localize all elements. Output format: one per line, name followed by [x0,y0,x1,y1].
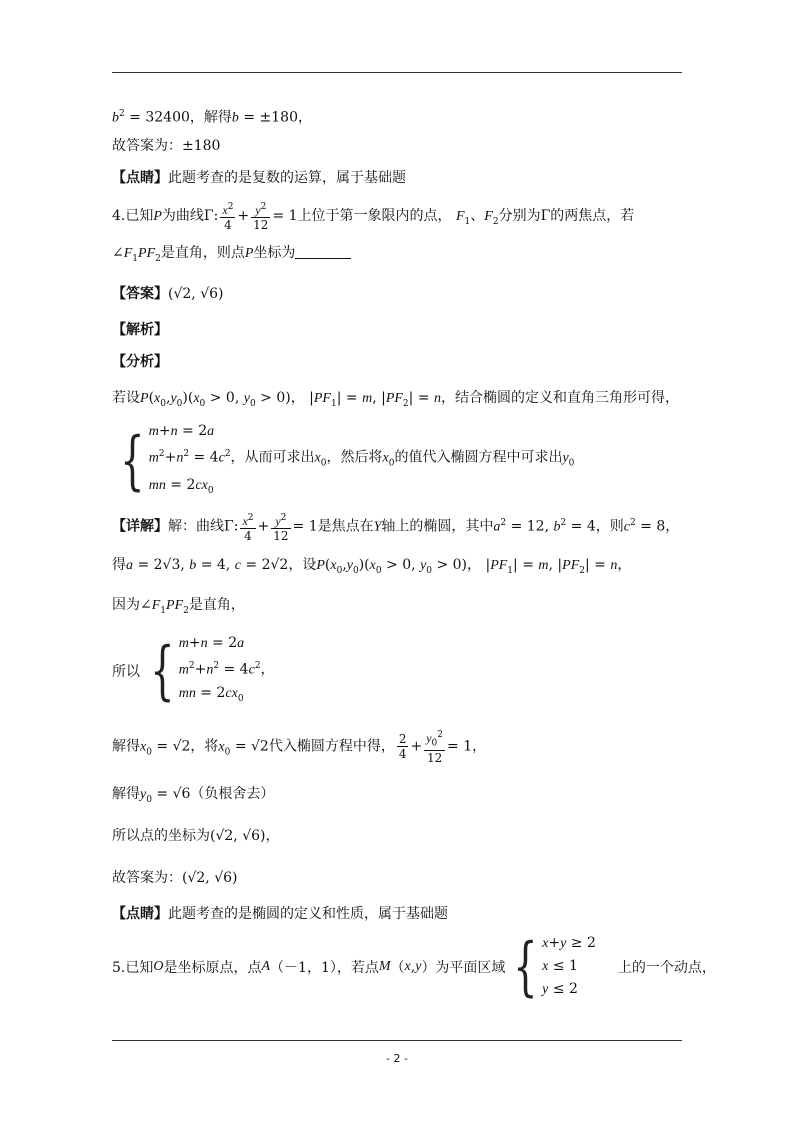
detail-line-2: 得a = 2√3, b = 4, c = 2√2，设$P(x_0,y_0)(x_0 > 0$, $y_0 > 0$)， $|PF_1| = m$, $|PF_2| = n$， [112,557,632,576]
fenxi-system: { m+n = 2a $m^2+n^2 = 4c^2$，从而可求出$x_0$，然后将$x_0$的值代入椭圆方程中可求出$y_0$ mn = $2cx_0$ [120,423,575,499]
comment-line: 【点睛】此题考查的是复数的运算，属于基础题 [112,170,406,186]
solve-x0-line: 解得$x_0 = √2$，将$x_0 = √2$代入椭圆方程中得， $\frac{2}{4}$ + $\frac{y_0^2}{12}$ = 1， [112,730,487,766]
text-line-1: $b^2 = 32400$，解得b = ±180， [112,109,312,126]
answer-line: 故答案为：±180 [112,138,221,154]
question-5: 5.已知 O 是坐标原点，点 A （－1，1），若点 M （ x , y ）为平面区域 { x+y ≥ 2 x ≤ 1 y ≤ 2 上的一个动点， [112,929,716,1004]
fenxi-heading: 【分析】 [112,354,168,370]
solve-y0-line: 解得$y_0 = √6$（负根舍去） [112,786,275,805]
detail-line-1: 【详解】解：曲线Γ: $\frac{x^2}{4}$ + $\frac{y^2}{12}$ = 1是焦点在Y轴上的椭圆，其中$a^2 = 12$, $b^2 = 4$，则$c^2 = 8$， [112,512,680,543]
detail-system: 所以 { m+n = 2a $m^2+n^2 = 4c^2$， mn = $2cx_0$ [112,633,275,708]
header-rule [112,72,682,73]
coordinate-line: 所以点的坐标为(√2, √6)， [112,828,280,844]
page-number: - 2 - [386,1052,408,1065]
detail-line-3: 因为$\angle F_1PF_2$是直角， [112,597,245,616]
answer-tag-line: 【答案】(√2, √6) [112,286,224,302]
analysis-heading: 【解析】 [112,322,168,338]
comment-line-2: 【点睛】此题考查的是椭圆的定义和性质，属于基础题 [112,906,448,922]
final-answer-line: 故答案为：(√2, √6) [112,870,238,886]
question-4-line-2: $\angle F_1PF_2$是直角，则点P坐标为 [112,243,692,269]
question-4-line-1: 4.已知P为曲线Γ: $\frac{x^2}{4}$ + $\frac{y^2}{12}$ = 1上位于第一象限内的点， $F_1$、$F_2$分别为Γ的两焦点，若 [112,202,635,232]
answer-blank [295,244,351,259]
footer-rule [112,1040,682,1041]
fenxi-line-1: 若设$P(x_0,y_0)(x_0 > 0$, $y_0 > 0$)， $|PF_1| = m$, $|PF_2| = n$，结合椭圆的定义和直角三角形可得， [112,390,680,409]
